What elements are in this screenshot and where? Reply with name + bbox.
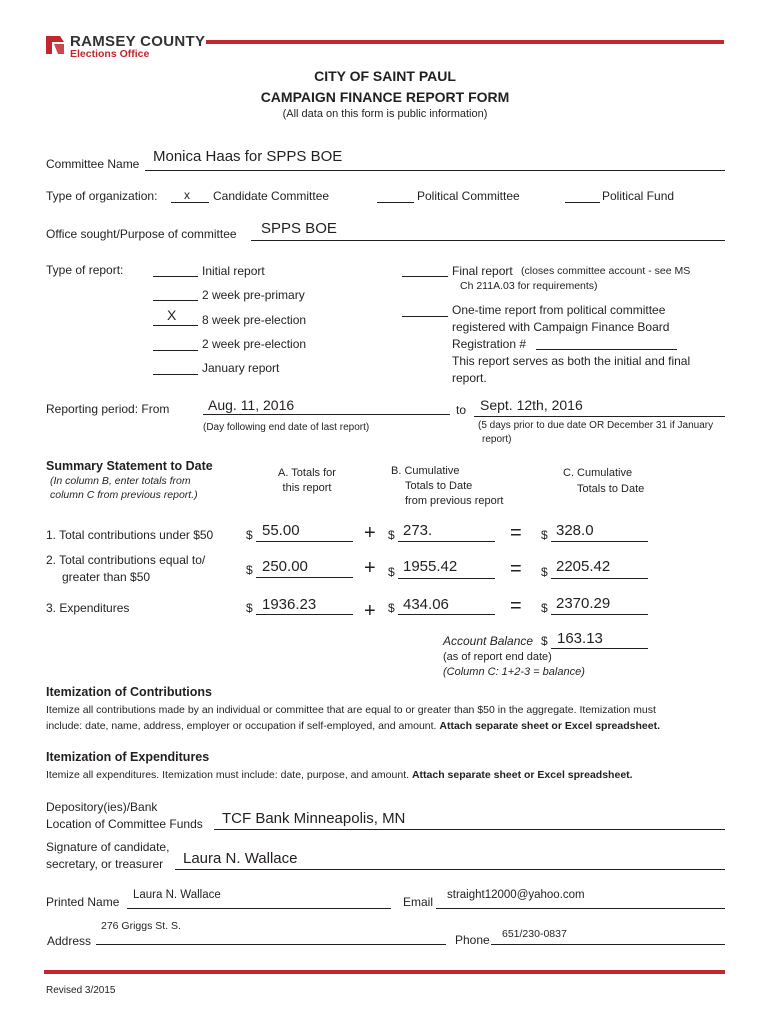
- january-option: January report: [202, 361, 280, 375]
- email-field[interactable]: straight12000@yahoo.com: [447, 889, 585, 901]
- office-label: Office sought/Purpose of committee: [46, 227, 237, 241]
- row-3-b-dollar: $: [388, 601, 395, 615]
- contributions-text: Itemize all contributions made by an individual or committee that are equal to or greater than $50 in the aggregate. Itemization must: [46, 704, 656, 716]
- row-1-a-field[interactable]: 55.00: [262, 522, 300, 539]
- onetime-report-line[interactable]: [402, 316, 448, 317]
- period-to-label: to: [456, 403, 467, 417]
- printed-name-field[interactable]: Laura N. Wallace: [133, 889, 221, 901]
- depository-label-2: Location of Committee Funds: [46, 817, 203, 831]
- signature-label-2: secretary, or treasurer: [46, 857, 164, 871]
- column-c-header: [556, 467, 666, 495]
- office-line: [251, 240, 725, 241]
- two-week-line[interactable]: [153, 350, 198, 351]
- expenditures-title: Itemization of Expenditures: [46, 750, 210, 764]
- row-2-b-dollar: $: [388, 565, 395, 579]
- row-1-equals: =: [510, 522, 522, 544]
- row-2-a-dollar: $: [246, 563, 253, 577]
- column-c-header-2: Totals to Date: [577, 483, 645, 495]
- column-a-header: [262, 467, 352, 494]
- form-title-1: CITY OF SAINT PAUL: [314, 68, 456, 84]
- row-3-label: 3. Expenditures: [46, 601, 130, 615]
- contributions-title: Itemization of Contributions: [46, 685, 212, 699]
- signature-line: [175, 869, 725, 870]
- account-balance-field[interactable]: 163.13: [557, 630, 603, 647]
- county-name: RAMSEY COUNTY: [70, 33, 206, 50]
- political-committee-option: Political Committee: [417, 189, 520, 203]
- period-to-note-2: report): [482, 434, 512, 445]
- registration-line[interactable]: [536, 349, 677, 350]
- footer-rule: [44, 970, 725, 974]
- final-report-note: (closes committee account - see MS: [521, 265, 691, 277]
- row-1-b-dollar: $: [388, 528, 395, 542]
- row-2-a-line: [256, 577, 353, 578]
- political-fund-line[interactable]: [565, 202, 600, 203]
- january-line[interactable]: [153, 374, 198, 375]
- form-title-2: CAMPAIGN FINANCE REPORT FORM: [260, 89, 510, 105]
- column-b-header: [378, 465, 518, 507]
- email-label: Email: [403, 895, 434, 909]
- account-balance-label: Account Balance: [443, 634, 534, 648]
- onetime-report-option: One-time report from political committee: [452, 303, 666, 317]
- committee-name-label: Committee Name: [46, 157, 140, 171]
- row-2-b-field[interactable]: 1955.42: [403, 558, 458, 575]
- row-2-c-field[interactable]: 2205.42: [556, 558, 611, 575]
- office-field[interactable]: SPPS BOE: [261, 220, 337, 237]
- candidate-committee-mark[interactable]: x: [184, 188, 190, 202]
- final-report-option: Final report: [452, 264, 513, 278]
- org-type-label: Type of organization:: [46, 189, 158, 203]
- row-1-plus: +: [364, 522, 376, 544]
- row-2-c-line: [551, 578, 648, 579]
- row-3-b-field[interactable]: 434.06: [403, 596, 449, 613]
- contributions-text-2a: include: date, name, address, employer or occupation if self-employed, and amount.: [46, 720, 437, 732]
- row-2-c-dollar: $: [541, 565, 548, 579]
- period-from-line: [203, 414, 450, 415]
- row-3-plus: +: [364, 600, 376, 622]
- balance-note: (as of report end date): [443, 651, 552, 663]
- phone-line: [491, 944, 725, 945]
- committee-name-field[interactable]: Monica Haas for SPPS BOE: [153, 148, 343, 165]
- summary-title: Summary Statement to Date: [46, 459, 213, 473]
- address-field[interactable]: 276 Griggs St. S.: [101, 920, 181, 932]
- row-3-c-dollar: $: [541, 601, 548, 615]
- row-3-a-line: [256, 614, 353, 615]
- printed-name-label: Printed Name: [46, 895, 120, 909]
- column-b-header-1: B. Cumulative: [391, 465, 460, 477]
- two-week-option: 2 week pre-election: [202, 337, 307, 351]
- email-line: [436, 908, 725, 909]
- form-subtitle: (All data on this form is public information): [282, 108, 488, 120]
- address-label: Address: [47, 934, 92, 948]
- revised-date: Revised 3/2015: [46, 985, 116, 996]
- onetime-report-text-2: registered with Campaign Finance Board: [452, 320, 670, 334]
- row-3-b-line: [398, 614, 495, 615]
- contributions-attach: Attach separate sheet or Excel spreadsheet.: [439, 720, 660, 732]
- period-to-line: [474, 416, 725, 417]
- eight-week-mark[interactable]: X: [167, 307, 177, 323]
- county-logo: [44, 34, 724, 64]
- political-fund-option: Political Fund: [602, 189, 675, 203]
- row-2-plus: +: [364, 557, 376, 579]
- pre-primary-option: 2 week pre-primary: [202, 288, 305, 302]
- period-to-note: (5 days prior to due date OR December 31 if January: [478, 420, 714, 431]
- summary-note: (In column B, enter totals from: [50, 475, 191, 487]
- eight-week-option: 8 week pre-election: [202, 313, 307, 327]
- row-1-a-line: [256, 541, 353, 542]
- final-report-note-2: Ch 211A.03 for requirements): [460, 280, 598, 292]
- expenditures-attach: Attach separate sheet or Excel spreadsheet.: [411, 769, 633, 781]
- signature-label: Signature of candidate,: [46, 840, 170, 854]
- row-2-b-line: [398, 578, 495, 579]
- row-1-a-dollar: $: [246, 528, 253, 542]
- row-2-label-2: greater than $50: [62, 570, 151, 584]
- row-3-equals: =: [510, 595, 522, 617]
- balance-note-2: (Column C: 1+2-3 = balance): [443, 666, 585, 678]
- onetime-report-text-5: report.: [452, 371, 487, 385]
- candidate-committee-option: Candidate Committee: [213, 189, 330, 203]
- onetime-report-text-4: This report serves as both the initial and final: [452, 354, 691, 368]
- account-balance-dollar: $: [541, 634, 548, 648]
- office-name: Elections Office: [70, 48, 150, 60]
- account-balance-line: [551, 648, 648, 649]
- signature-field[interactable]: Laura N. Wallace: [183, 850, 298, 867]
- initial-report-line[interactable]: [153, 276, 198, 277]
- row-1-c-field[interactable]: 328.0: [556, 522, 594, 539]
- expenditures-text-a: Itemize all expenditures. Itemization must include: date, purpose, and amount.: [46, 769, 410, 781]
- row-3-a-dollar: $: [246, 601, 253, 615]
- row-1-c-dollar: $: [541, 528, 548, 542]
- header-rule: [206, 40, 724, 44]
- committee-name-line: [145, 170, 725, 171]
- eight-week-line: [153, 325, 198, 326]
- reporting-period-label: Reporting period: From: [46, 402, 170, 416]
- period-from-note: (Day following end date of last report): [203, 422, 370, 433]
- row-3-c-line: [551, 614, 648, 615]
- ramsey-logo-icon: [44, 34, 66, 56]
- column-a-header-2: this report: [282, 482, 332, 494]
- phone-field[interactable]: 651/230-0837: [502, 928, 567, 940]
- phone-label: Phone: [455, 933, 490, 947]
- contributions-text-2: [46, 720, 660, 732]
- row-1-b-field[interactable]: 273.: [403, 522, 433, 539]
- row-3-c-field[interactable]: 2370.29: [556, 595, 611, 612]
- address-line: [96, 944, 446, 945]
- row-1-label: 1. Total contributions under $50: [46, 528, 214, 542]
- row-2-equals: =: [510, 558, 522, 580]
- registration-label: Registration #: [452, 337, 527, 351]
- row-2-a-field[interactable]: 250.00: [262, 558, 308, 575]
- period-to-field[interactable]: Sept. 12th, 2016: [480, 397, 583, 413]
- row-1-c-line: [551, 541, 648, 542]
- column-c-header-1: C. Cumulative: [563, 467, 633, 479]
- row-1-b-line: [398, 541, 495, 542]
- period-from-field[interactable]: Aug. 11, 2016: [208, 397, 295, 413]
- depository-line: [214, 829, 725, 830]
- initial-report-option: Initial report: [202, 264, 265, 278]
- row-3-a-field[interactable]: 1936.23: [262, 596, 317, 613]
- final-report-line[interactable]: [402, 276, 448, 277]
- depository-label: Depository(ies)/Bank: [46, 800, 158, 814]
- pre-primary-line[interactable]: [153, 300, 198, 301]
- depository-field[interactable]: TCF Bank Minneapolis, MN: [222, 810, 406, 827]
- political-committee-line[interactable]: [377, 202, 414, 203]
- summary-note-2: column C from previous report.): [50, 489, 198, 501]
- candidate-committee-line: [171, 202, 209, 203]
- printed-name-line: [127, 908, 391, 909]
- report-type-label: Type of report:: [46, 263, 124, 277]
- row-2-label: 2. Total contributions equal to/: [46, 553, 206, 567]
- column-b-header-3: from previous report: [405, 495, 504, 507]
- expenditures-text: [46, 769, 633, 781]
- column-b-header-2: Totals to Date: [405, 480, 473, 492]
- column-a-header-1: A. Totals for: [278, 467, 336, 479]
